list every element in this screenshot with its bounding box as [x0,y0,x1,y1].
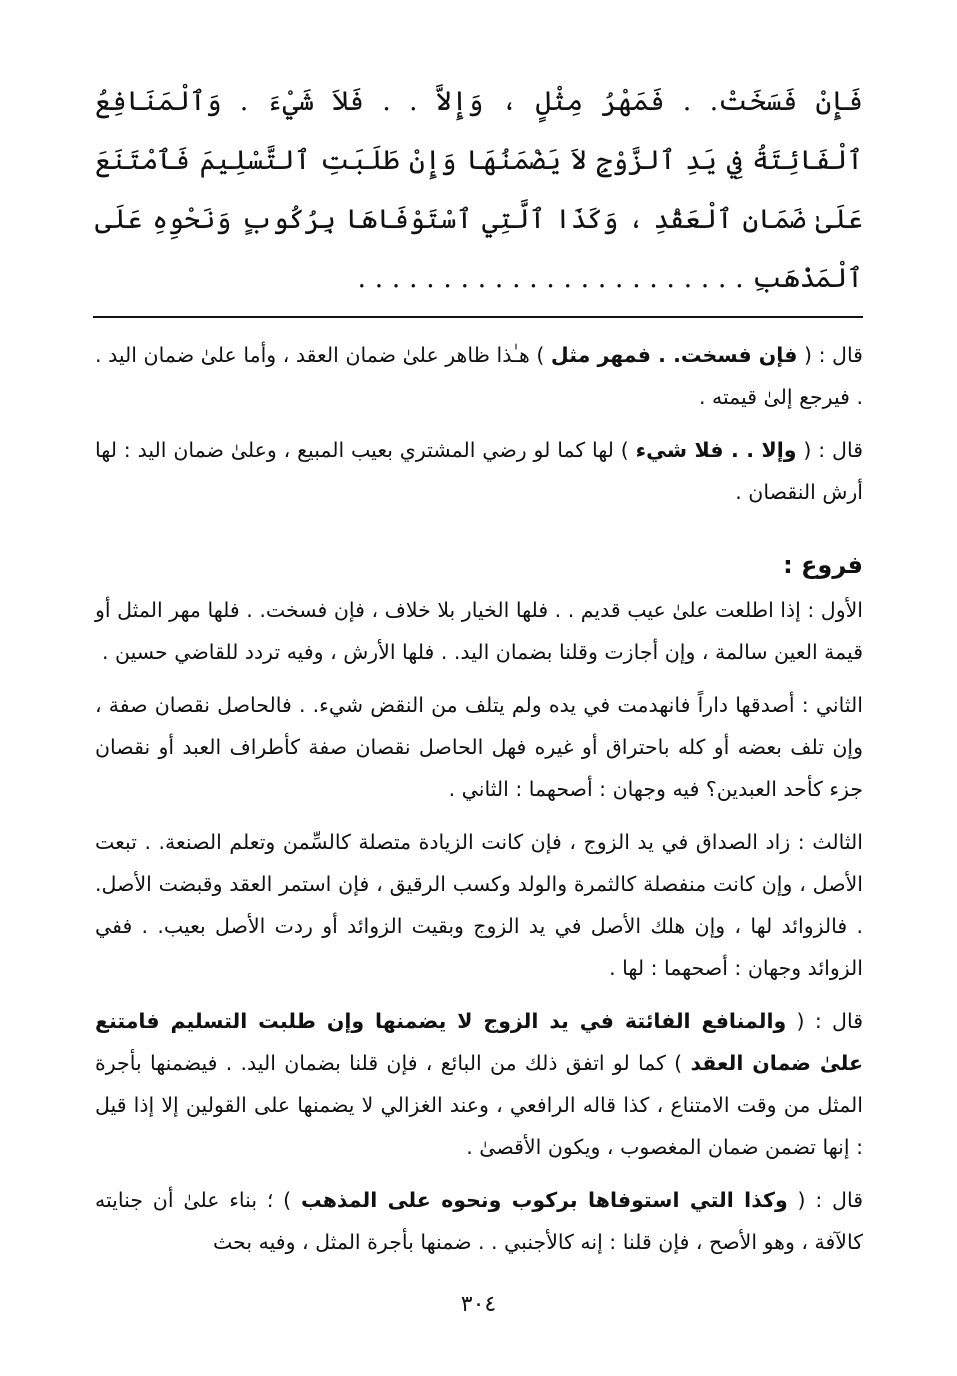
commentary-quote: وكذا التي استوفاها بركوب ونحوه على المذهب [301,1188,788,1212]
furu-paragraph: الأول : إذا اطلعت علىٰ عيب قديم . . فلها الخيار بلا خلاف ، فإن فسخت. . فلها مهر المثل أو قيمة العين سالمة ، وإن أجازت وقلنا بضمان اليد. . فلها الأرش ، وفيه تردد للقاضي حسين . [95,598,863,664]
furu-paragraph: الثالث : زاد الصداق في يد الزوج ، فإن كانت الزيادة متصلة كالسِّمن وتعلم الصنعة. . تبعت الأصل ، وإن كانت منفصلة كالثمرة والولد وكسب الرقيق ، فإن استمر العقد وقبضت الأصل. . فالزوائد لها ، وإن هلك الأصل في يد الزوج وبقيت الزوائد أو ردت الأصل بعيب. . ففي الزوائد وجهان : أصحهما : لها . [95,830,863,980]
commentary-text: ) كما لو اتفق ذلك من البائع ، فإن قلنا بضمان اليد. . فيضمنها بأجرة المثل من وقت الامتناع ، كذا قاله الرافعي ، وعند الغزالي لا يضمنها على القولين إلا إذا قيل : إنها تضمن ضمان المغصوب ، ويكون الأقصىٰ . [95,1051,863,1159]
section-heading: فروع : [783,551,863,579]
commentary-quote: فإن فسخت. . فمهر مثل [550,343,798,367]
commentary-text: ) هـٰذا ظاهر علىٰ ضمان العقد ، وأما علىٰ ضمان اليد . . فيرجع إلىٰ قيمته . [95,343,863,409]
page-body [95,72,863,1274]
page-number: ٣٠٤ [460,1292,497,1317]
furu-paragraph: الثاني : أصدقها داراً فانهدمت في يده ولم يتلف من النقض شيء. . فالحاصل نقصان صفة ، وإن تلف بعضه أو كله باحتراق أو غيره فهل الحاصل نقصان صفة كأطراف العبد أو نقصان جزء كأحد العبدين؟ فيه وجهان : أصحهما : الثاني . [95,693,863,801]
commentary-quote: والمنافع الفائتة في يد الزوج لا يضمنها وإن طلبت التسليم فامتنع علىٰ ضمان العقد [95,1009,864,1075]
separator-rule [93,316,863,318]
matn-text: فَإِنْ فَسَخَتْ. . فَمَهْرُ مِثْلٍ ، وَإِلاَّ . . فَلاَ شَيْءَ . وَٱلْمَنَافِعُ ٱلْفَائِتَةُ فِي يَدِ ٱلزَّوْجِ لاَ يَضْمَنُهَا وَإِنْ طَلَبَتِ ٱلتَّسْلِيمَ فَٱمْتَنَعَ عَلَىٰ ضَمَانِ ٱلْعَقْدِ ، وَكَذَا ٱلَّتِي ٱسْتَوْفَاهَا بِرُكُوبٍ وَنَحْوِهِ عَلَى ٱلْمَذْهَبِ . . . . . . . . . . . . . . . . . . . . . . . [95,86,863,294]
commentary-text: ) لها كما لو رضي المشتري بعيب المبيع ، وعلىٰ ضمان اليد : لها أرش النقصان . [95,438,863,504]
commentary-prefix: قال : ( [786,1009,863,1033]
commentary-paragraph [95,429,863,513]
commentary-prefix: قال : ( [787,1188,863,1212]
commentary-paragraph [95,1179,863,1263]
commentary-prefix: قال : ( [796,438,863,462]
commentary-paragraph [95,1000,863,1168]
commentary-text: ) ؛ بناء علىٰ أن جنايته كالآفة ، وهو الأصح ، فإن قلنا : إنه كالأجنبي . . ضمنها بأجرة المثل ، وفيه بحث [95,1188,863,1254]
commentary-quote: وإلا . . فلا شيء [635,438,797,462]
commentary-prefix: قال : ( [797,343,863,367]
commentary-paragraph [95,334,863,418]
